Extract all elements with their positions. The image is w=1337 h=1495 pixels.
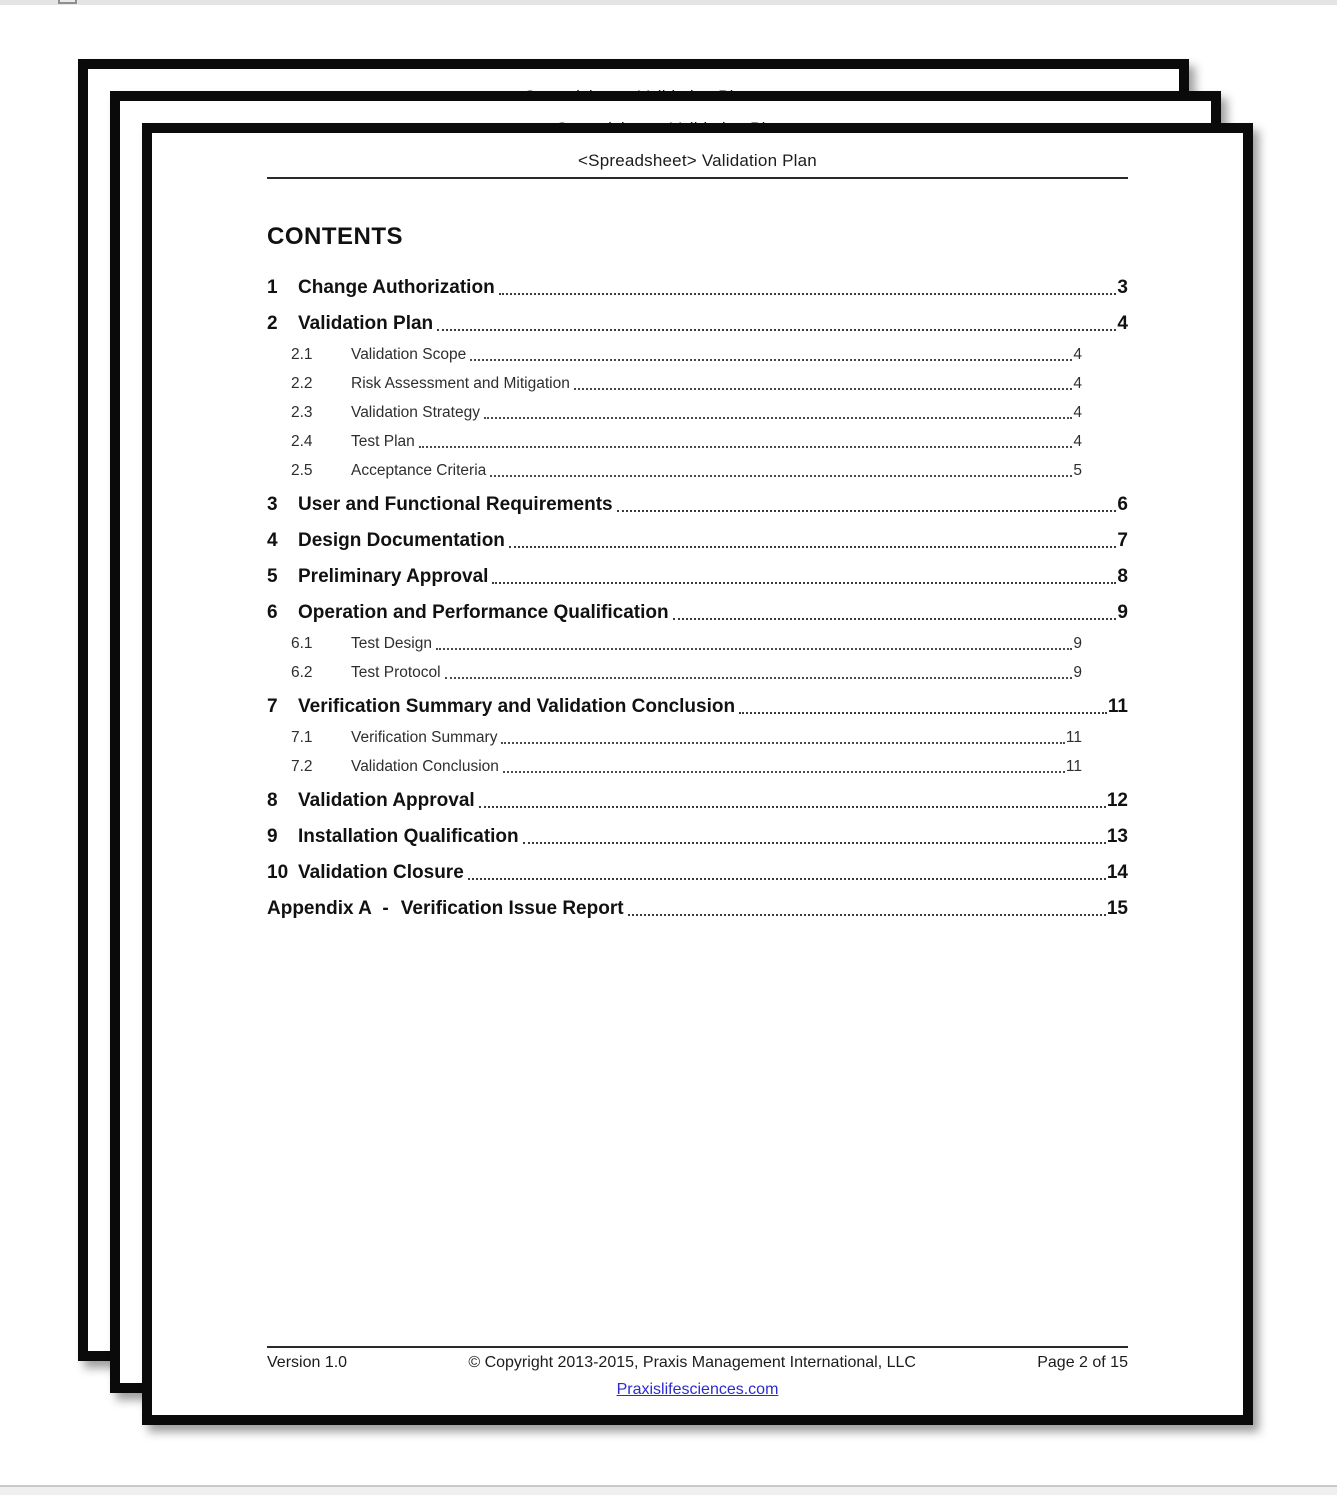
toc-entry: [267, 311, 1128, 336]
toc-entry-page: 7: [1117, 530, 1128, 551]
toc-entry: [267, 460, 1128, 481]
toc-entry: [267, 431, 1128, 452]
toc-entry-title: Verification Issue Report: [400, 898, 624, 919]
toc-entry-page: 12: [1106, 790, 1128, 811]
toc-entry-title: Test Design: [351, 635, 432, 652]
toc-entry-number: 9: [267, 826, 278, 847]
toc-dot-leader: [468, 878, 1106, 880]
header-rule: [267, 177, 1128, 179]
toc-entry-number: 7.1: [291, 729, 313, 746]
toc-entry: [267, 492, 1128, 517]
toc-entry-number: 2.1: [291, 346, 313, 363]
toc-entry-number: 2.5: [291, 462, 313, 479]
toc-entry-title: Risk Assessment and Mitigation: [351, 375, 570, 392]
toc-entry: [267, 727, 1128, 748]
toc-entry-number: 4: [267, 530, 278, 551]
toc-entry: [267, 528, 1128, 553]
toc-entry-title: Validation Strategy: [351, 404, 480, 421]
toc-entry: [267, 402, 1128, 423]
toc-dot-leader: [445, 677, 1073, 679]
toc-dot-leader: [501, 742, 1064, 744]
footer-version: Version 1.0: [267, 1354, 348, 1371]
toc-entry: [267, 788, 1128, 813]
toc-entry: [267, 344, 1128, 365]
footer-rule: [267, 1346, 1128, 1348]
footer-copyright: © Copyright 2013-2015, Praxis Management International, LLC: [468, 1354, 916, 1371]
contents-heading: CONTENTS: [267, 223, 403, 250]
toc-entry: [267, 662, 1128, 683]
toc-dot-leader: [492, 582, 1116, 584]
toc-dot-leader: [484, 417, 1072, 419]
toc-entry: [267, 600, 1128, 625]
toc-entry-page: 3: [1117, 277, 1128, 298]
toc-entry-page: 15: [1106, 898, 1128, 919]
toc-entry: [267, 564, 1128, 589]
toc-entry: [267, 896, 1128, 921]
toc-entry-title: Verification Summary and Validation Conclusion: [298, 696, 736, 717]
toc-entry: [267, 275, 1128, 300]
toc-entry-number: 1: [267, 277, 278, 298]
toc-entry-title: Verification Summary: [351, 729, 498, 746]
toc-entry-title: Validation Plan: [298, 313, 434, 334]
toc-entry-page: 4: [1117, 313, 1128, 334]
toc-dot-leader: [673, 618, 1117, 620]
toc-entry-number: 3: [267, 494, 278, 515]
toc-entry-number: 8: [267, 790, 278, 811]
toc-dot-leader: [628, 914, 1106, 916]
toc-entry-title: Validation Scope: [351, 346, 467, 363]
toc-entry-page: 4: [1073, 404, 1082, 421]
document-page-front: [142, 123, 1253, 1425]
toc-entry-number: 2.3: [291, 404, 313, 421]
page-footer: [267, 1346, 1128, 1399]
toc-entry-page: 4: [1073, 346, 1082, 363]
toc-entry-title: Installation Qualification: [298, 826, 519, 847]
toc-dot-leader: [479, 806, 1106, 808]
toc-entry-page: 9: [1073, 664, 1082, 681]
toc-entry-number: 2: [267, 313, 278, 334]
toc-entry: [267, 824, 1128, 849]
toc-dot-leader: [499, 293, 1117, 295]
toc-dot-leader: [523, 842, 1106, 844]
toc-entry-number: 6: [267, 602, 278, 623]
footer-website-link[interactable]: Praxislifesciences.com: [616, 1381, 779, 1398]
window-control-fragment: [58, 0, 77, 4]
toc-entry-page: 11: [1065, 729, 1082, 746]
toc-entry-page: 9: [1117, 602, 1128, 623]
toc-dot-leader: [574, 388, 1073, 390]
toc-entry: [267, 694, 1128, 719]
toc-entry-number: 6.2: [291, 664, 313, 681]
toc-entry-page: 4: [1073, 375, 1082, 392]
toc-entry-number: 7.2: [291, 758, 313, 775]
toc-entry-page: 14: [1106, 862, 1128, 883]
toc-entry-page: 11: [1107, 696, 1128, 717]
toc-dot-leader: [470, 359, 1072, 361]
toc-entry-title: User and Functional Requirements: [298, 494, 613, 515]
toc-entry: [267, 860, 1128, 885]
toc-entry-page: 11: [1065, 758, 1082, 775]
toc-entry-title: Validation Conclusion: [351, 758, 499, 775]
toc-entry-title: Test Protocol: [351, 664, 441, 681]
top-window-edge: [0, 0, 1337, 5]
toc-dot-leader: [503, 771, 1065, 773]
toc-entry-title: Operation and Performance Qualification: [298, 602, 669, 623]
toc-entry-page: 6: [1117, 494, 1128, 515]
toc-dot-leader: [509, 546, 1117, 548]
footer-page-indicator: Page 2 of 15: [1037, 1354, 1128, 1371]
toc-entry-number: 5: [267, 566, 278, 587]
toc-dot-leader: [739, 712, 1107, 714]
toc-entry: [267, 373, 1128, 394]
toc-entry-title: Change Authorization: [298, 277, 495, 298]
toc-entry-page: 13: [1106, 826, 1128, 847]
toc-entry-title: Design Documentation: [298, 530, 505, 551]
toc-dot-leader: [419, 446, 1073, 448]
toc-list: [267, 275, 1128, 921]
toc-dot-leader: [436, 648, 1072, 650]
page-header-title: <Spreadsheet> Validation Plan: [578, 151, 817, 170]
toc-entry-title: Validation Approval: [298, 790, 475, 811]
toc-dot-leader: [490, 475, 1072, 477]
toc-entry: [267, 633, 1128, 654]
toc-entry-title: Test Plan: [351, 433, 415, 450]
toc-entry-page: 5: [1073, 462, 1082, 479]
toc-entry-number: 2.4: [291, 433, 313, 450]
toc-entry: [267, 756, 1128, 777]
toc-entry-title: Validation Closure: [298, 862, 464, 883]
toc-entry-number: 7: [267, 696, 278, 717]
toc-entry-page: 4: [1073, 433, 1082, 450]
toc-entry-number: 10: [267, 862, 289, 883]
toc-dot-leader: [437, 329, 1116, 331]
toc-entry-number: 2.2: [291, 375, 313, 392]
bottom-window-edge: [0, 1485, 1337, 1495]
toc-entry-page: 9: [1073, 635, 1082, 652]
toc-entry-page: 8: [1117, 566, 1128, 587]
toc-entry-number: Appendix A -: [267, 898, 389, 919]
toc-dot-leader: [617, 510, 1117, 512]
toc-entry-number: 6.1: [291, 635, 313, 652]
toc-entry-title: Preliminary Approval: [298, 566, 489, 587]
toc-entry-title: Acceptance Criteria: [351, 462, 487, 479]
